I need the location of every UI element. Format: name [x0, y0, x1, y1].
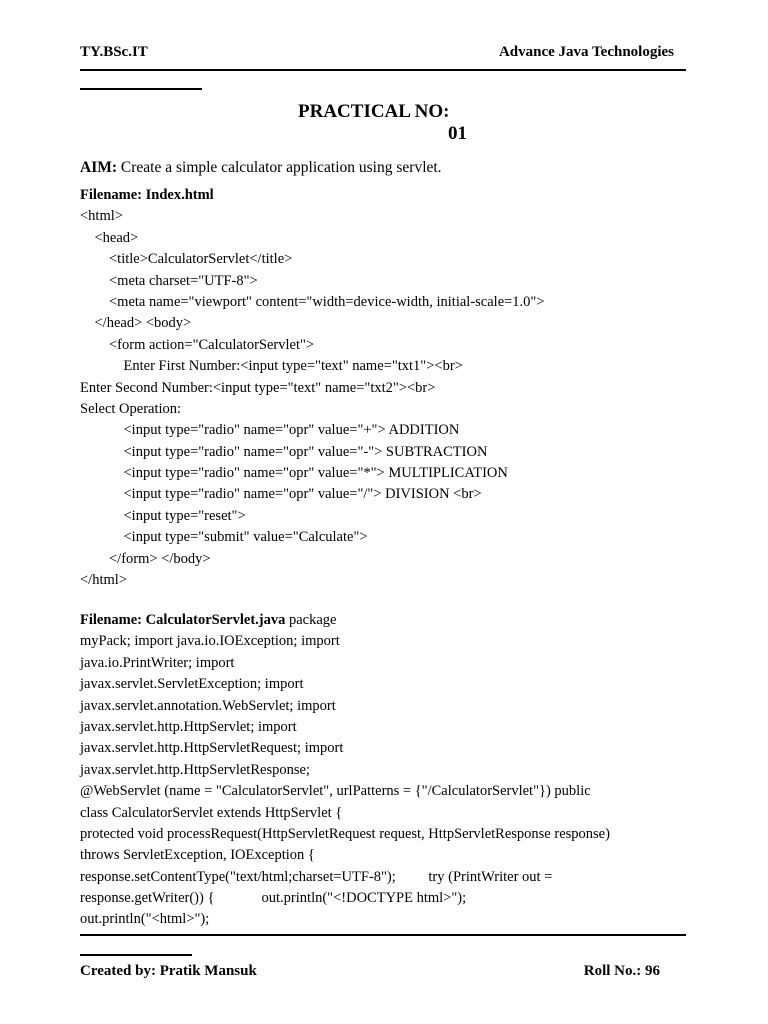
- code-line: <input type="radio" name="opr" value="*"> MULTIPLICATION: [80, 465, 508, 482]
- java-filename: Filename: CalculatorServlet.java: [80, 612, 286, 628]
- code-line: out.println("<html>");: [80, 911, 210, 928]
- code-line: <form action="CalculatorServlet">: [80, 336, 315, 353]
- code-line: <head>: [80, 229, 139, 246]
- footer-rule: [80, 934, 686, 936]
- html-code-block: [80, 185, 700, 591]
- code-line: throws ServletException, IOException {: [80, 847, 315, 864]
- code-line: <input type="reset">: [80, 507, 246, 524]
- code-line: myPack; import java.io.IOException; import: [80, 633, 340, 650]
- code-line: java.io.PrintWriter; import: [80, 654, 235, 671]
- code-line: class CalculatorServlet extends HttpServlet {: [80, 804, 343, 821]
- code-line: javax.servlet.ServletException; import: [80, 676, 304, 693]
- code-line: <input type="radio" name="opr" value="/"> DIVISION <br>: [80, 486, 482, 503]
- practical-title: PRACTICAL NO:: [298, 101, 450, 122]
- code-line: javax.servlet.http.HttpServletResponse;: [80, 761, 310, 778]
- code-line: </head> <body>: [80, 315, 192, 332]
- code-line: <meta name="viewport" content="width=device-width, initial-scale=1.0">: [80, 293, 545, 310]
- code-line: <input type="radio" name="opr" value="-"> SUBTRACTION: [80, 443, 488, 460]
- course-header: TY.BSc.IT: [80, 44, 148, 60]
- aim-statement: [80, 159, 442, 177]
- java-code-block: [80, 610, 700, 931]
- code-line: </html>: [80, 572, 127, 589]
- code-line: <input type="submit" value="Calculate">: [80, 529, 368, 546]
- roll-number-footer: Roll No.: 96: [583, 963, 660, 979]
- practical-number: 01: [448, 123, 467, 144]
- code-line: <html>: [80, 208, 123, 225]
- code-line: javax.servlet.annotation.WebServlet; import: [80, 697, 336, 714]
- footer-rule-short: [80, 954, 192, 956]
- code-line: Enter First Number:<input type="text" name="txt1"><br>: [80, 358, 463, 375]
- code-line: </form> </body>: [80, 550, 211, 567]
- aim-label: AIM:: [80, 159, 118, 176]
- code-line: protected void processRequest(HttpServletRequest request, HttpServletResponse response): [80, 825, 610, 842]
- code-line: javax.servlet.http.HttpServlet; import: [80, 718, 297, 735]
- code-line: <title>CalculatorServlet</title>: [80, 251, 293, 268]
- java-filename-line: [80, 610, 700, 631]
- code-line: response.setContentType("text/html;charset=UTF-8"); try (PrintWriter out =: [80, 868, 553, 885]
- subject-header: Advance Java Technologies: [498, 44, 674, 60]
- code-line-text: package: [285, 612, 337, 628]
- html-filename: Filename: Index.html: [80, 187, 214, 203]
- code-line: @WebServlet (name = "CalculatorServlet", urlPatterns = {"/CalculatorServlet"}) public: [80, 783, 591, 800]
- code-line: Enter Second Number:<input type="text" name="txt2"><br>: [80, 379, 436, 396]
- header-rule: [80, 69, 686, 71]
- author-footer: Created by: Pratik Mansuk: [80, 963, 257, 979]
- code-line: Select Operation:: [80, 400, 182, 417]
- code-line: <meta charset="UTF-8">: [80, 272, 258, 289]
- aim-text: Create a simple calculator application using servlet.: [117, 159, 442, 176]
- code-line: response.getWriter()) { out.println("<!DOCTYPE html>");: [80, 890, 467, 907]
- header-rule-short: [80, 88, 202, 90]
- code-line: javax.servlet.http.HttpServletRequest; import: [80, 740, 344, 757]
- code-line: <input type="radio" name="opr" value="+"> ADDITION: [80, 422, 460, 439]
